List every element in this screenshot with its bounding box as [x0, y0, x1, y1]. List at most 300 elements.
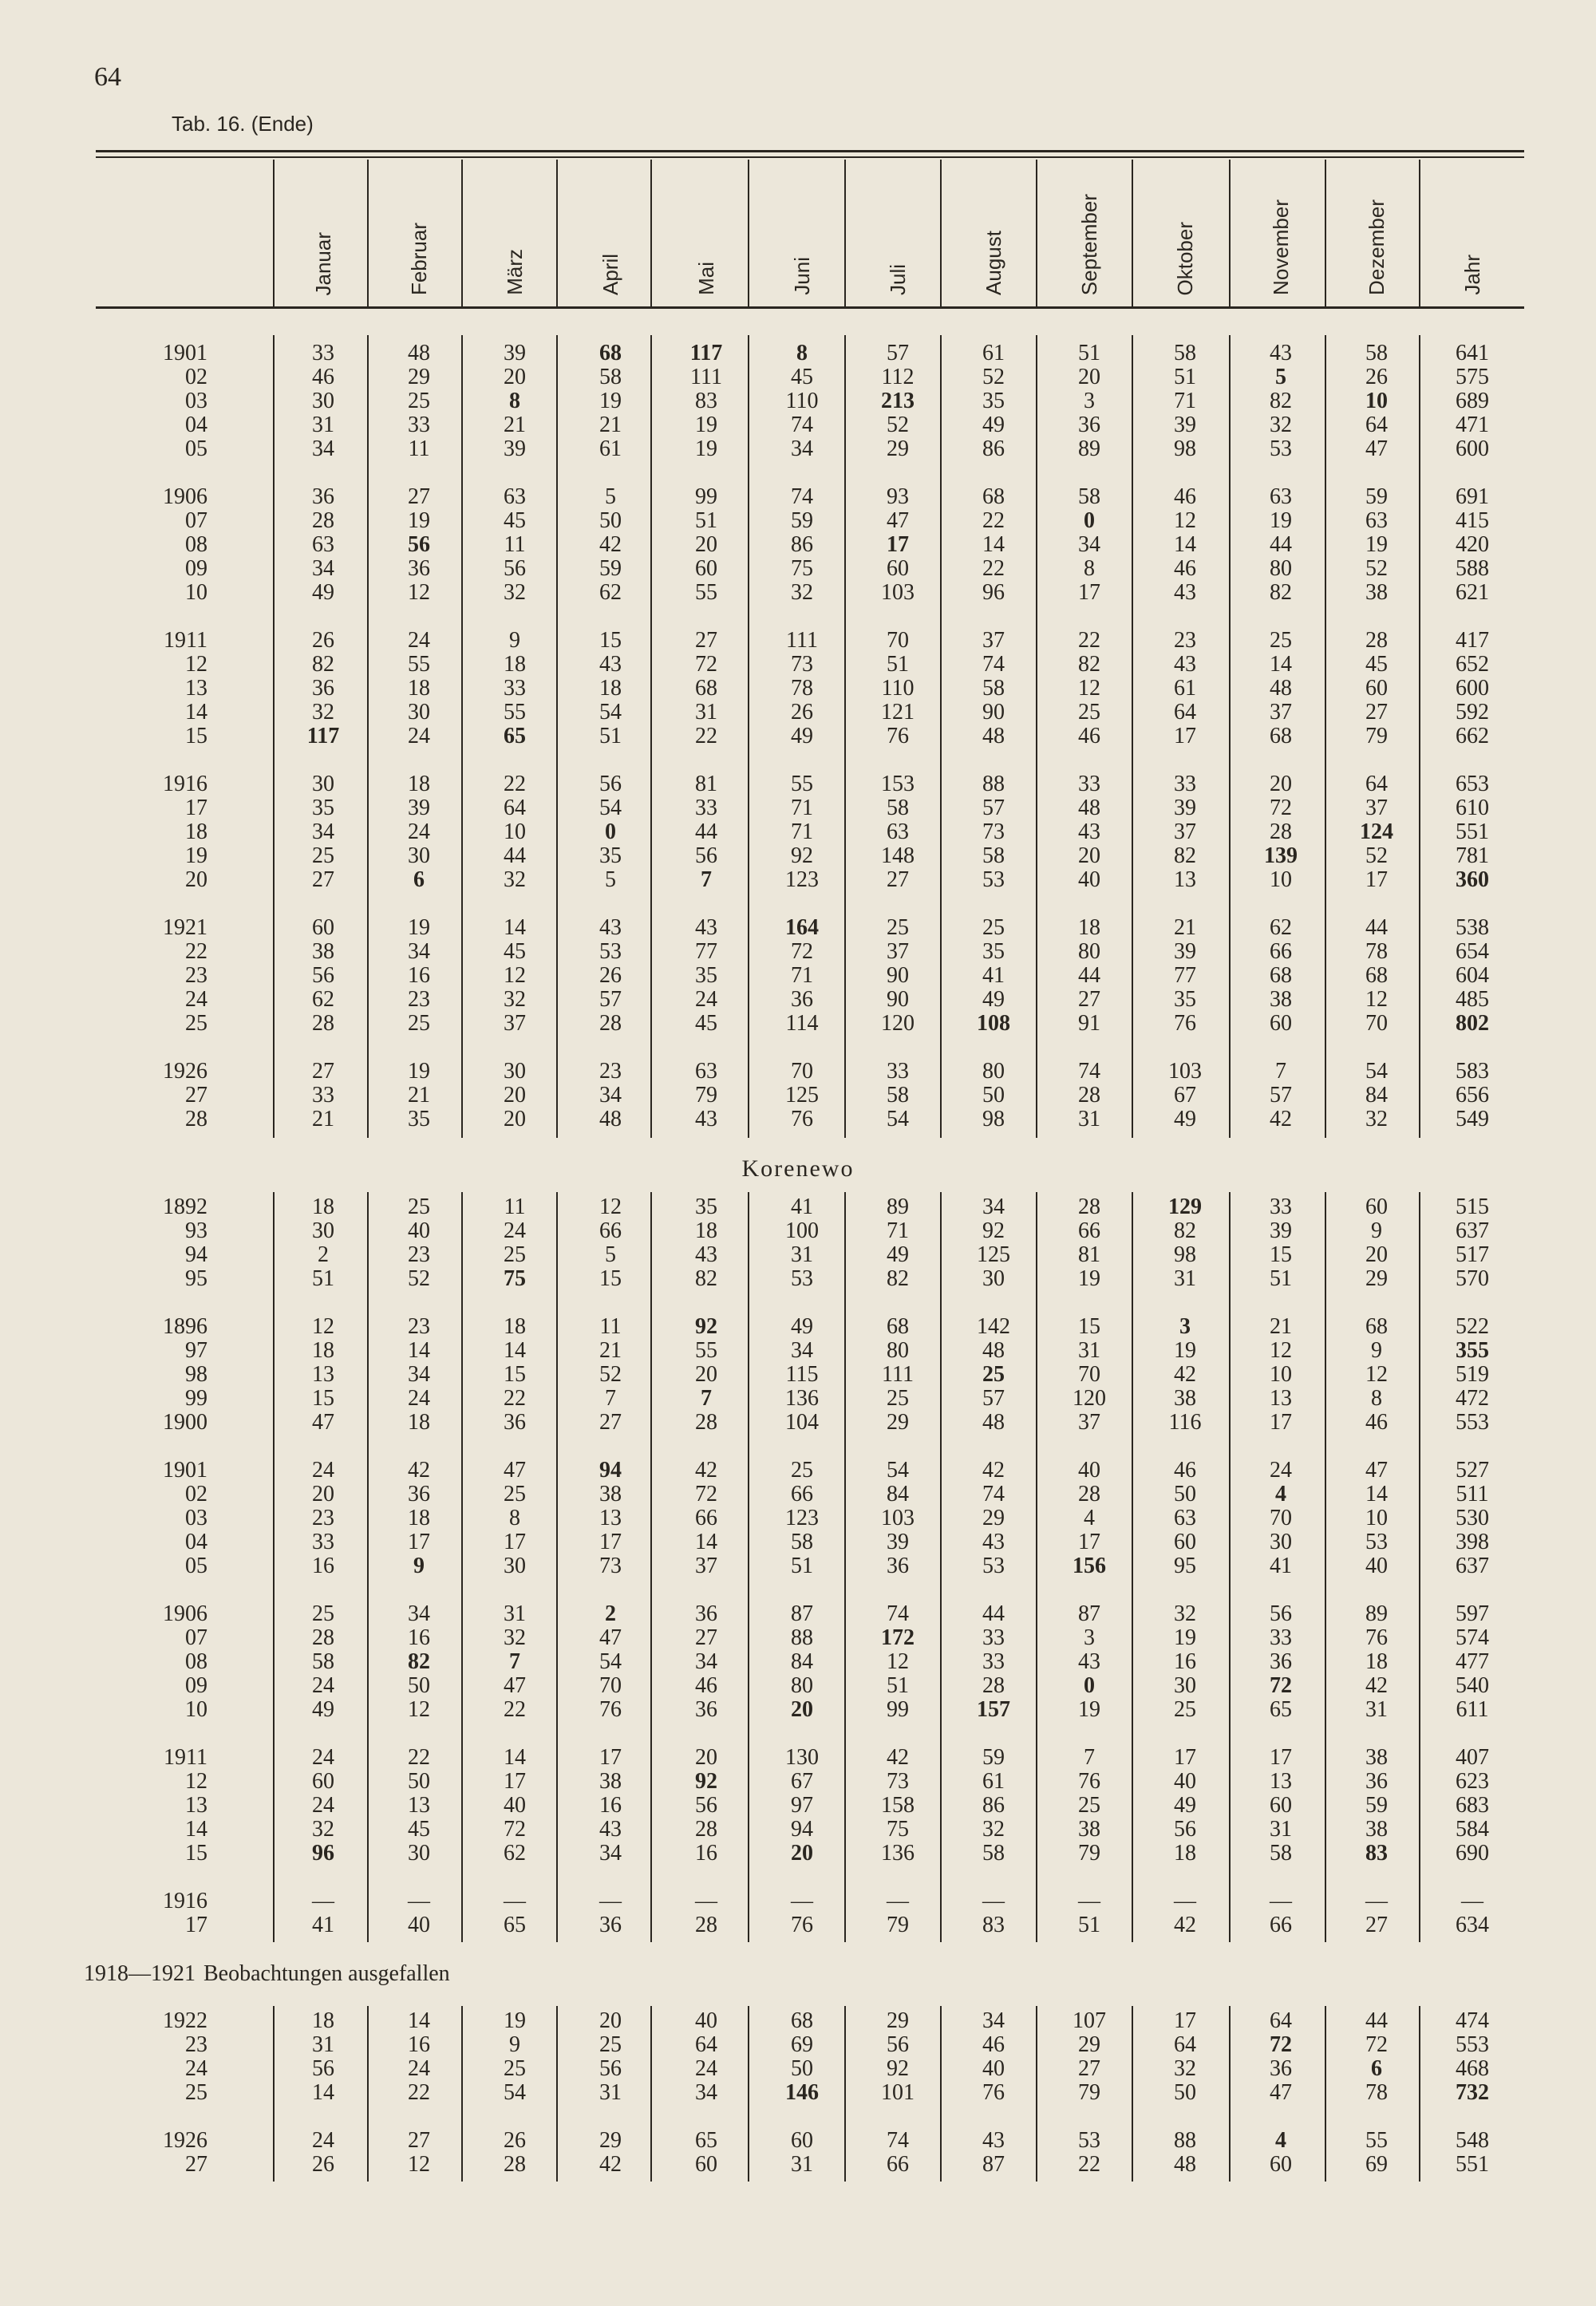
- cell-juli: 54: [887, 1107, 909, 1131]
- cell-april: 25: [599, 2032, 622, 2057]
- cell-dezember: 10: [1365, 389, 1388, 413]
- cell-august: 32: [982, 1817, 1005, 1842]
- cell-dezember: 38: [1365, 1817, 1388, 1842]
- cell-februar: 19: [408, 1059, 430, 1084]
- cell-januar: 60: [312, 1769, 334, 1794]
- cell-dezember: 27: [1365, 1913, 1388, 1937]
- cell-dezember: 20: [1365, 1242, 1388, 1267]
- row-year: 22: [185, 939, 207, 964]
- cell-november: 70: [1270, 1506, 1292, 1530]
- cell-dezember: 36: [1365, 1769, 1388, 1794]
- cell-august: 44: [982, 1601, 1005, 1626]
- table-row: [0, 1913, 1596, 1937]
- cell-april: 43: [599, 652, 622, 677]
- cell-februar: 18: [408, 1410, 430, 1435]
- cell-dezember: 53: [1365, 1530, 1388, 1554]
- cell-juni: 114: [785, 1011, 819, 1036]
- cell-april: 31: [599, 2080, 622, 2105]
- cell-november: 42: [1270, 1107, 1292, 1131]
- table-row: [0, 844, 1596, 868]
- cell-juni: 97: [791, 1793, 813, 1818]
- column-header-märz: [491, 168, 539, 295]
- header-divider: [273, 160, 275, 308]
- cell-mai: 45: [695, 1011, 717, 1036]
- cell-april: 28: [599, 1011, 622, 1036]
- column-divider: [367, 1192, 369, 1942]
- cell-januar: 30: [312, 389, 334, 413]
- cell-juni: 104: [785, 1410, 819, 1435]
- cell-oktober: 16: [1174, 1649, 1196, 1674]
- cell-dezember: 59: [1365, 484, 1388, 509]
- cell-april: 54: [599, 1649, 622, 1674]
- cell-juli: 79: [887, 1913, 909, 1937]
- cell-november: 44: [1270, 532, 1292, 557]
- table-row: [0, 1889, 1596, 1913]
- table-row: [0, 389, 1596, 413]
- cell-mai: 28: [695, 1817, 717, 1842]
- cell-august: 33: [982, 1625, 1005, 1650]
- row-year: 03: [185, 1506, 207, 1530]
- table-row: [0, 701, 1596, 725]
- cell-januar: 13: [312, 1362, 334, 1387]
- cell-märz: 39: [504, 341, 526, 365]
- cell-märz: 39: [504, 436, 526, 461]
- cell-juli: 82: [887, 1266, 909, 1291]
- cell-september: 33: [1078, 772, 1100, 796]
- column-header-label: März: [502, 249, 527, 295]
- cell-jahr: 623: [1456, 1769, 1489, 1794]
- cell-juli: 57: [887, 341, 909, 365]
- cell-märz: 37: [504, 1011, 526, 1036]
- cell-februar: 55: [408, 652, 430, 677]
- cell-september: 31: [1078, 1107, 1100, 1131]
- cell-oktober: 30: [1174, 1673, 1196, 1698]
- cell-dezember: 58: [1365, 341, 1388, 365]
- cell-mai: 64: [695, 2032, 717, 2057]
- cell-jahr: 637: [1456, 1554, 1489, 1578]
- cell-september: 51: [1078, 341, 1100, 365]
- cell-jahr: —: [1461, 1889, 1483, 1913]
- cell-november: 53: [1270, 436, 1292, 461]
- column-divider: [1325, 2006, 1326, 2182]
- cell-august: 33: [982, 1649, 1005, 1674]
- cell-juli: 90: [887, 963, 909, 988]
- cell-april: 42: [599, 532, 622, 557]
- cell-april: 38: [599, 1482, 622, 1506]
- cell-januar: 47: [312, 1410, 334, 1435]
- row-year: 93: [185, 1218, 207, 1243]
- row-year: 12: [185, 1769, 207, 1794]
- column-divider: [367, 335, 369, 1138]
- cell-februar: 14: [408, 1338, 430, 1363]
- cell-februar: 50: [408, 1769, 430, 1794]
- cell-mai: 72: [695, 652, 717, 677]
- cell-august: 57: [982, 1386, 1005, 1411]
- table-row: [0, 1746, 1596, 1770]
- cell-märz: 11: [504, 532, 526, 557]
- cell-september: 34: [1078, 532, 1100, 557]
- column-divider: [556, 335, 558, 1138]
- cell-april: 43: [599, 915, 622, 940]
- header-divider: [1229, 160, 1231, 308]
- cell-januar: 2: [318, 1242, 329, 1267]
- cell-dezember: 37: [1365, 796, 1388, 820]
- cell-jahr: 511: [1456, 1482, 1489, 1506]
- column-header-label: Mai: [693, 262, 718, 295]
- cell-dezember: 27: [1365, 700, 1388, 725]
- cell-oktober: 60: [1174, 1530, 1196, 1554]
- cell-september: 22: [1078, 2152, 1100, 2177]
- cell-jahr: 574: [1456, 1625, 1489, 1650]
- cell-august: 90: [982, 700, 1005, 725]
- cell-november: 139: [1264, 843, 1298, 868]
- cell-märz: 32: [504, 1625, 526, 1650]
- cell-juli: 136: [881, 1841, 915, 1866]
- row-year: 03: [185, 389, 207, 413]
- table-row: [0, 2057, 1596, 2081]
- cell-februar: 9: [413, 1554, 425, 1578]
- row-year: 98: [185, 1362, 207, 1387]
- cell-mai: 42: [695, 1458, 717, 1483]
- column-header-februar: [395, 168, 443, 295]
- cell-august: 28: [982, 1673, 1005, 1698]
- cell-dezember: 31: [1365, 1697, 1388, 1722]
- cell-märz: 17: [504, 1530, 526, 1554]
- cell-september: 7: [1084, 1745, 1095, 1770]
- cell-dezember: 44: [1365, 2008, 1388, 2033]
- cell-august: 59: [982, 1745, 1005, 1770]
- cell-april: 5: [605, 867, 616, 892]
- cell-dezember: 124: [1360, 819, 1393, 844]
- cell-november: 48: [1270, 676, 1292, 701]
- cell-november: 4: [1275, 2128, 1286, 2153]
- cell-juni: 74: [791, 413, 813, 437]
- cell-märz: 18: [504, 1314, 526, 1339]
- cell-jahr: 515: [1456, 1194, 1489, 1219]
- cell-februar: 24: [408, 628, 430, 653]
- row-year: 07: [185, 1625, 207, 1650]
- column-divider: [844, 2006, 846, 2182]
- cell-juli: 92: [887, 2056, 909, 2081]
- cell-april: 61: [599, 436, 622, 461]
- cell-november: 5: [1275, 365, 1286, 389]
- cell-juni: 125: [785, 1083, 819, 1108]
- cell-dezember: 45: [1365, 652, 1388, 677]
- cell-februar: 29: [408, 365, 430, 389]
- cell-februar: 27: [408, 484, 430, 509]
- cell-april: 11: [599, 1314, 622, 1339]
- cell-juni: 100: [785, 1218, 819, 1243]
- cell-september: 15: [1078, 1314, 1100, 1339]
- cell-juli: 103: [881, 580, 915, 605]
- cell-august: 34: [982, 2008, 1005, 2033]
- cell-august: 35: [982, 389, 1005, 413]
- cell-mai: 79: [695, 1083, 717, 1108]
- cell-juli: 49: [887, 1242, 909, 1267]
- cell-april: 54: [599, 700, 622, 725]
- cell-november: 43: [1270, 341, 1292, 365]
- cell-august: 68: [982, 484, 1005, 509]
- table-row: [0, 1770, 1596, 1794]
- cell-februar: 23: [408, 987, 430, 1012]
- observation-note: [84, 1961, 450, 1987]
- cell-dezember: 52: [1365, 843, 1388, 868]
- cell-märz: 11: [504, 1194, 526, 1219]
- cell-jahr: 527: [1456, 1458, 1489, 1483]
- cell-september: 0: [1084, 1673, 1095, 1698]
- cell-august: 88: [982, 772, 1005, 796]
- column-header-label: Jahr: [1460, 255, 1484, 295]
- cell-jahr: 407: [1456, 1745, 1489, 1770]
- row-year: 17: [185, 1913, 207, 1937]
- cell-juli: 74: [887, 2128, 909, 2153]
- table-row: [0, 1219, 1596, 1243]
- cell-mai: 35: [695, 963, 717, 988]
- header-divider: [556, 160, 558, 308]
- section-title-korenewo: Korenewo: [741, 1155, 855, 1182]
- column-divider: [461, 2006, 463, 2182]
- cell-september: 3: [1084, 389, 1095, 413]
- cell-dezember: 28: [1365, 628, 1388, 653]
- cell-august: 14: [982, 532, 1005, 557]
- cell-juni: 49: [791, 1314, 813, 1339]
- table-row: [0, 1243, 1596, 1267]
- table-row: [0, 1674, 1596, 1698]
- cell-jahr: 360: [1456, 867, 1489, 892]
- cell-juli: 89: [887, 1194, 909, 1219]
- cell-februar: 23: [408, 1242, 430, 1267]
- cell-februar: 82: [408, 1649, 430, 1674]
- cell-november: 64: [1270, 2008, 1292, 2033]
- cell-jahr: 802: [1456, 1011, 1489, 1036]
- column-divider: [1325, 1192, 1326, 1942]
- cell-februar: 25: [408, 389, 430, 413]
- table-row: [0, 1554, 1596, 1578]
- cell-dezember: 70: [1365, 1011, 1388, 1036]
- cell-november: 63: [1270, 484, 1292, 509]
- cell-september: 79: [1078, 2080, 1100, 2105]
- cell-februar: 24: [408, 724, 430, 748]
- row-year: 10: [185, 1697, 207, 1722]
- cell-april: 21: [599, 413, 622, 437]
- table-row: [0, 1842, 1596, 1866]
- cell-jahr: 597: [1456, 1601, 1489, 1626]
- cell-september: 20: [1078, 365, 1100, 389]
- cell-april: 29: [599, 2128, 622, 2153]
- cell-mai: 55: [695, 580, 717, 605]
- cell-november: 25: [1270, 628, 1292, 653]
- row-year: 1911: [164, 628, 207, 653]
- cell-jahr: 732: [1456, 2080, 1489, 2105]
- header-divider: [367, 160, 369, 308]
- cell-märz: 64: [504, 796, 526, 820]
- column-divider: [650, 1192, 652, 1942]
- cell-juni: 68: [791, 2008, 813, 2033]
- cell-juni: 31: [791, 1242, 813, 1267]
- cell-april: 52: [599, 1362, 622, 1387]
- table-row: [0, 677, 1596, 701]
- cell-januar: 24: [312, 1745, 334, 1770]
- cell-januar: 20: [312, 1482, 334, 1506]
- cell-januar: 34: [312, 436, 334, 461]
- cell-april: 47: [599, 1625, 622, 1650]
- cell-mai: 82: [695, 1266, 717, 1291]
- cell-april: 13: [599, 1506, 622, 1530]
- cell-oktober: 50: [1174, 1482, 1196, 1506]
- cell-februar: 35: [408, 1107, 430, 1131]
- cell-januar: 63: [312, 532, 334, 557]
- cell-märz: 22: [504, 772, 526, 796]
- cell-mai: 14: [695, 1530, 717, 1554]
- cell-mai: 22: [695, 724, 717, 748]
- cell-mai: 37: [695, 1554, 717, 1578]
- row-year: 94: [185, 1242, 207, 1267]
- note-text: Beobachtungen ausgefallen: [203, 1961, 450, 1986]
- cell-juni: 84: [791, 1649, 813, 1674]
- cell-januar: 58: [312, 1649, 334, 1674]
- cell-oktober: 14: [1174, 532, 1196, 557]
- cell-jahr: 355: [1456, 1338, 1489, 1363]
- cell-mai: 27: [695, 628, 717, 653]
- cell-märz: 24: [504, 1218, 526, 1243]
- cell-januar: 34: [312, 819, 334, 844]
- cell-april: 68: [599, 341, 622, 365]
- column-header-label: Dezember: [1364, 199, 1389, 295]
- table-row: [0, 557, 1596, 581]
- cell-juni: 36: [791, 987, 813, 1012]
- column-header-juni: [778, 168, 826, 295]
- cell-november: —: [1270, 1889, 1292, 1913]
- cell-september: 25: [1078, 1793, 1100, 1818]
- cell-mai: 44: [695, 819, 717, 844]
- column-divider: [461, 335, 463, 1138]
- cell-oktober: 51: [1174, 365, 1196, 389]
- cell-april: 27: [599, 1410, 622, 1435]
- cell-august: 58: [982, 676, 1005, 701]
- cell-august: 125: [977, 1242, 1010, 1267]
- cell-juli: 70: [887, 628, 909, 653]
- cell-dezember: 47: [1365, 1458, 1388, 1483]
- cell-dezember: 64: [1365, 772, 1388, 796]
- cell-märz: 32: [504, 867, 526, 892]
- column-divider: [1132, 1192, 1133, 1942]
- header-divider: [748, 160, 749, 308]
- cell-mai: 24: [695, 2056, 717, 2081]
- row-year: 27: [185, 1083, 207, 1108]
- cell-dezember: 79: [1365, 724, 1388, 748]
- cell-april: 62: [599, 580, 622, 605]
- cell-oktober: 46: [1174, 484, 1196, 509]
- cell-jahr: 570: [1456, 1266, 1489, 1291]
- cell-juni: 72: [791, 939, 813, 964]
- cell-juli: 111: [882, 1362, 914, 1387]
- cell-oktober: 49: [1174, 1107, 1196, 1131]
- cell-juli: 60: [887, 556, 909, 581]
- cell-juni: 60: [791, 2128, 813, 2153]
- cell-oktober: 17: [1174, 724, 1196, 748]
- cell-september: 36: [1078, 413, 1100, 437]
- cell-august: 49: [982, 413, 1005, 437]
- cell-februar: 22: [408, 2080, 430, 2105]
- cell-juli: 25: [887, 915, 909, 940]
- cell-februar: 13: [408, 1793, 430, 1818]
- cell-juli: 47: [887, 508, 909, 533]
- cell-juli: 71: [887, 1218, 909, 1243]
- column-divider: [748, 335, 749, 1138]
- cell-august: 58: [982, 1841, 1005, 1866]
- cell-august: 74: [982, 652, 1005, 677]
- cell-oktober: 50: [1174, 2080, 1196, 2105]
- cell-februar: 19: [408, 508, 430, 533]
- cell-april: 57: [599, 987, 622, 1012]
- cell-september: 89: [1078, 436, 1100, 461]
- cell-märz: 15: [504, 1362, 526, 1387]
- cell-märz: 19: [504, 2008, 526, 2033]
- column-divider: [1036, 1192, 1037, 1942]
- cell-dezember: 76: [1365, 1625, 1388, 1650]
- cell-november: 20: [1270, 772, 1292, 796]
- cell-september: 40: [1078, 867, 1100, 892]
- cell-august: 52: [982, 365, 1005, 389]
- cell-juni: 53: [791, 1266, 813, 1291]
- cell-juli: 84: [887, 1482, 909, 1506]
- cell-mai: 7: [701, 1386, 712, 1411]
- page-number: 64: [94, 62, 121, 92]
- cell-september: 81: [1078, 1242, 1100, 1267]
- column-divider: [1229, 2006, 1231, 2182]
- table-row: [0, 1195, 1596, 1219]
- column-header-label: Februar: [406, 222, 431, 295]
- cell-jahr: 583: [1456, 1059, 1489, 1084]
- row-year: 07: [185, 508, 207, 533]
- table-row: [0, 916, 1596, 940]
- cell-september: 3: [1084, 1625, 1095, 1650]
- cell-märz: 30: [504, 1059, 526, 1084]
- cell-februar: 11: [408, 436, 430, 461]
- cell-juni: 49: [791, 724, 813, 748]
- cell-januar: 30: [312, 1218, 334, 1243]
- table-row: [0, 581, 1596, 605]
- cell-juli: 17: [887, 532, 909, 557]
- column-header-label: Juni: [789, 257, 814, 295]
- column-divider: [1419, 335, 1420, 1138]
- table-row: [0, 1698, 1596, 1722]
- table-row: [0, 1602, 1596, 1626]
- column-header-label: August: [981, 231, 1005, 295]
- cell-juli: 153: [881, 772, 915, 796]
- cell-mai: 43: [695, 1107, 717, 1131]
- cell-dezember: 69: [1365, 2152, 1388, 2177]
- cell-februar: 16: [408, 963, 430, 988]
- cell-september: 12: [1078, 676, 1100, 701]
- cell-januar: 27: [312, 1059, 334, 1084]
- cell-märz: 12: [504, 963, 526, 988]
- cell-januar: 12: [312, 1314, 334, 1339]
- row-year: 15: [185, 724, 207, 748]
- cell-oktober: 39: [1174, 413, 1196, 437]
- cell-mai: 18: [695, 1218, 717, 1243]
- cell-januar: 41: [312, 1913, 334, 1937]
- cell-jahr: 662: [1456, 724, 1489, 748]
- column-divider: [940, 2006, 942, 2182]
- cell-august: 74: [982, 1482, 1005, 1506]
- cell-märz: 18: [504, 652, 526, 677]
- column-header-april: [587, 168, 634, 295]
- cell-dezember: 29: [1365, 1266, 1388, 1291]
- cell-juli: 52: [887, 413, 909, 437]
- cell-oktober: 71: [1174, 389, 1196, 413]
- cell-oktober: 49: [1174, 1793, 1196, 1818]
